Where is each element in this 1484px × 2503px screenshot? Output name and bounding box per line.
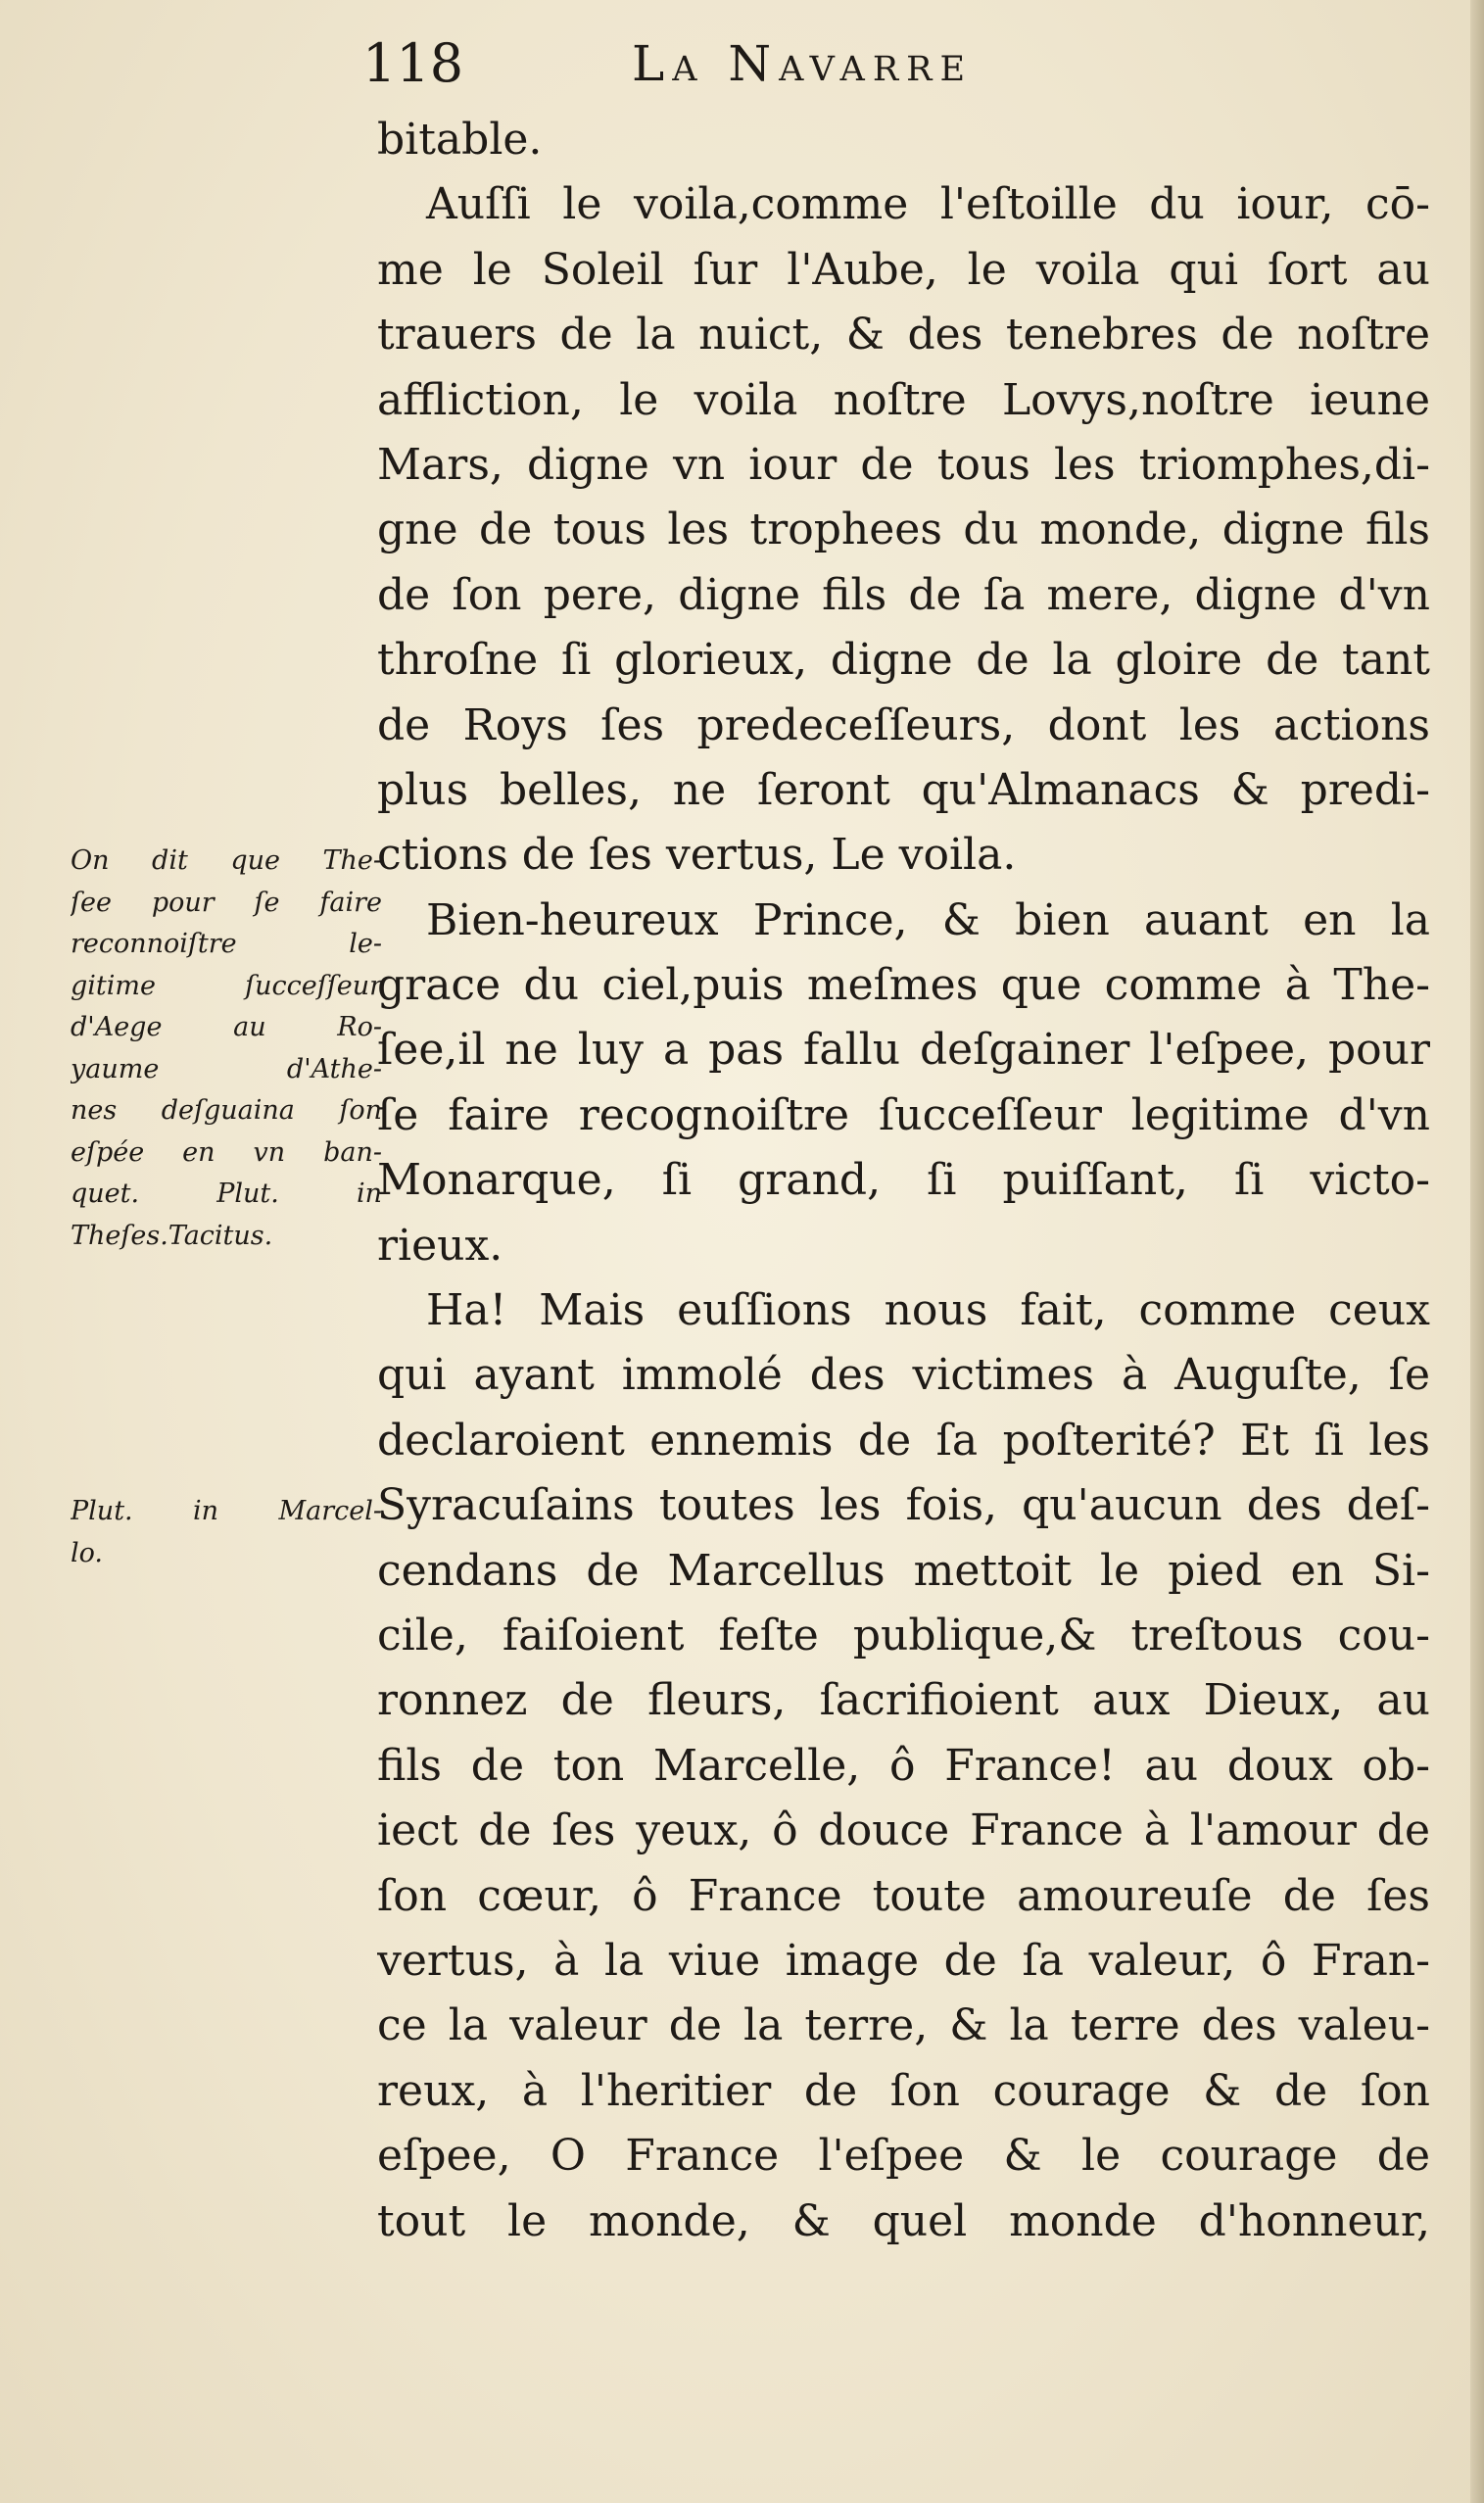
- text-line: throſne ſi glorieux, digne de la gloire de tant: [377, 635, 1430, 686]
- margin-note-line: reconnoiſtre le-: [71, 929, 382, 959]
- text-line: ctions de ſes vertus, Le voila.: [377, 830, 1017, 881]
- marginal-note-theseus: [71, 841, 382, 1257]
- margin-note-line: quet. Plut. in: [71, 1179, 382, 1209]
- page-number: 118: [362, 32, 464, 94]
- text-line: cendans de Marcellus mettoit le pied en Si-: [377, 1545, 1430, 1596]
- page-edge-shadow: [1470, 0, 1484, 2503]
- text-line: ſe faire recognoiſtre ſucceſſeur legitime d'vn: [377, 1089, 1430, 1140]
- text-line: de ſon pere, digne fils de ſa mere, digne d'vn: [377, 569, 1430, 620]
- margin-note-line: ſee pour ſe faire: [71, 887, 382, 918]
- margin-note-line: nes deſguaina ſon: [71, 1095, 382, 1126]
- text-line: affliction, le voila noſtre Lovys,noſtre ieune: [377, 374, 1430, 425]
- text-line: tout le monde, & quel monde d'honneur,: [377, 2195, 1430, 2246]
- text-line: trauers de la nuict, & des tenebres de noſtre: [377, 310, 1430, 361]
- text-line: Bien-heureux Prince, & bien auant en la: [426, 894, 1430, 945]
- text-line: reux, à l'heritier de ſon courage & de ſon: [377, 2065, 1430, 2116]
- text-line: eſpee, O France l'eſpee & le courage de: [377, 2131, 1430, 2182]
- text-line: declaroient ennemis de ſa poſterité? Et ſi les: [377, 1415, 1430, 1466]
- margin-note-line: On dit que The-: [71, 845, 382, 876]
- text-line: ronnez de fleurs, ſacrifioient aux Dieux, au: [377, 1675, 1430, 1726]
- text-line: rieux.: [377, 1220, 503, 1271]
- text-line: grace du ciel,puis meſmes que comme à The-: [377, 960, 1430, 1011]
- margin-note-line: lo.: [71, 1537, 103, 1568]
- text-line: de Roys ſes predeceſſeurs, dont les actions: [377, 699, 1430, 750]
- text-line: fils de ton Marcelle, ô France! au doux ob-: [377, 1740, 1430, 1791]
- text-line: iect de ſes yeux, ô douce France à l'amour de: [377, 1805, 1430, 1856]
- text-line: Mars, digne vn iour de tous les triomphes,di-: [377, 439, 1430, 490]
- text-line: plus belles, ne ſeront qu'Almanacs & predi-: [377, 764, 1430, 815]
- margin-note-line: d'Aege au Ro-: [71, 1012, 382, 1042]
- margin-note-line: Theſes.Tacitus.: [71, 1220, 273, 1251]
- text-line: Auſſi le voila,comme l'eſtoille du iour, cō-: [426, 179, 1430, 230]
- text-line: ſon cœur, ô France toute amoureuſe de ſes: [377, 1870, 1430, 1921]
- text-line: Monarque, ſi grand, ſi puiſſant, ſi victo-: [377, 1155, 1430, 1206]
- text-line: qui ayant immolé des victimes à Auguſte, ſe: [377, 1350, 1430, 1401]
- text-line: ce la valeur de la terre, & la terre des valeu-: [377, 2000, 1430, 2051]
- text-line: vertus, à la viue image de ſa valeur, ô Fran-: [377, 1935, 1430, 1986]
- text-line: ſee,il ne luy a pas fallu deſgainer l'eſpee, pour: [377, 1025, 1430, 1076]
- margin-note-line: eſpée en vn ban-: [71, 1136, 382, 1168]
- main-text-block: [377, 108, 1430, 2254]
- text-line: gne de tous les trophees du monde, digne fils: [377, 505, 1430, 555]
- margin-note-line: Plut. in Marcel-: [71, 1496, 382, 1526]
- text-line: Ha! Mais euſſions nous fait, comme ceux: [426, 1285, 1430, 1336]
- page-header: [362, 29, 1107, 98]
- text-line: me le Soleil ſur l'Aube, le voila qui ſort au: [377, 244, 1430, 295]
- running-head: La Navarre: [632, 35, 974, 92]
- text-line: cile, faiſoient feſte publique,& treſtous cou-: [377, 1610, 1430, 1661]
- margin-note-line: gitime ſucceſſeur: [71, 970, 382, 1001]
- text-line: Syracuſains toutes les fois, qu'aucun des deſ-: [377, 1480, 1430, 1531]
- text-line: bitable.: [377, 115, 543, 165]
- margin-note-line: yaume d'Athe-: [71, 1053, 382, 1084]
- marginal-note-marcellus: [71, 1491, 382, 1574]
